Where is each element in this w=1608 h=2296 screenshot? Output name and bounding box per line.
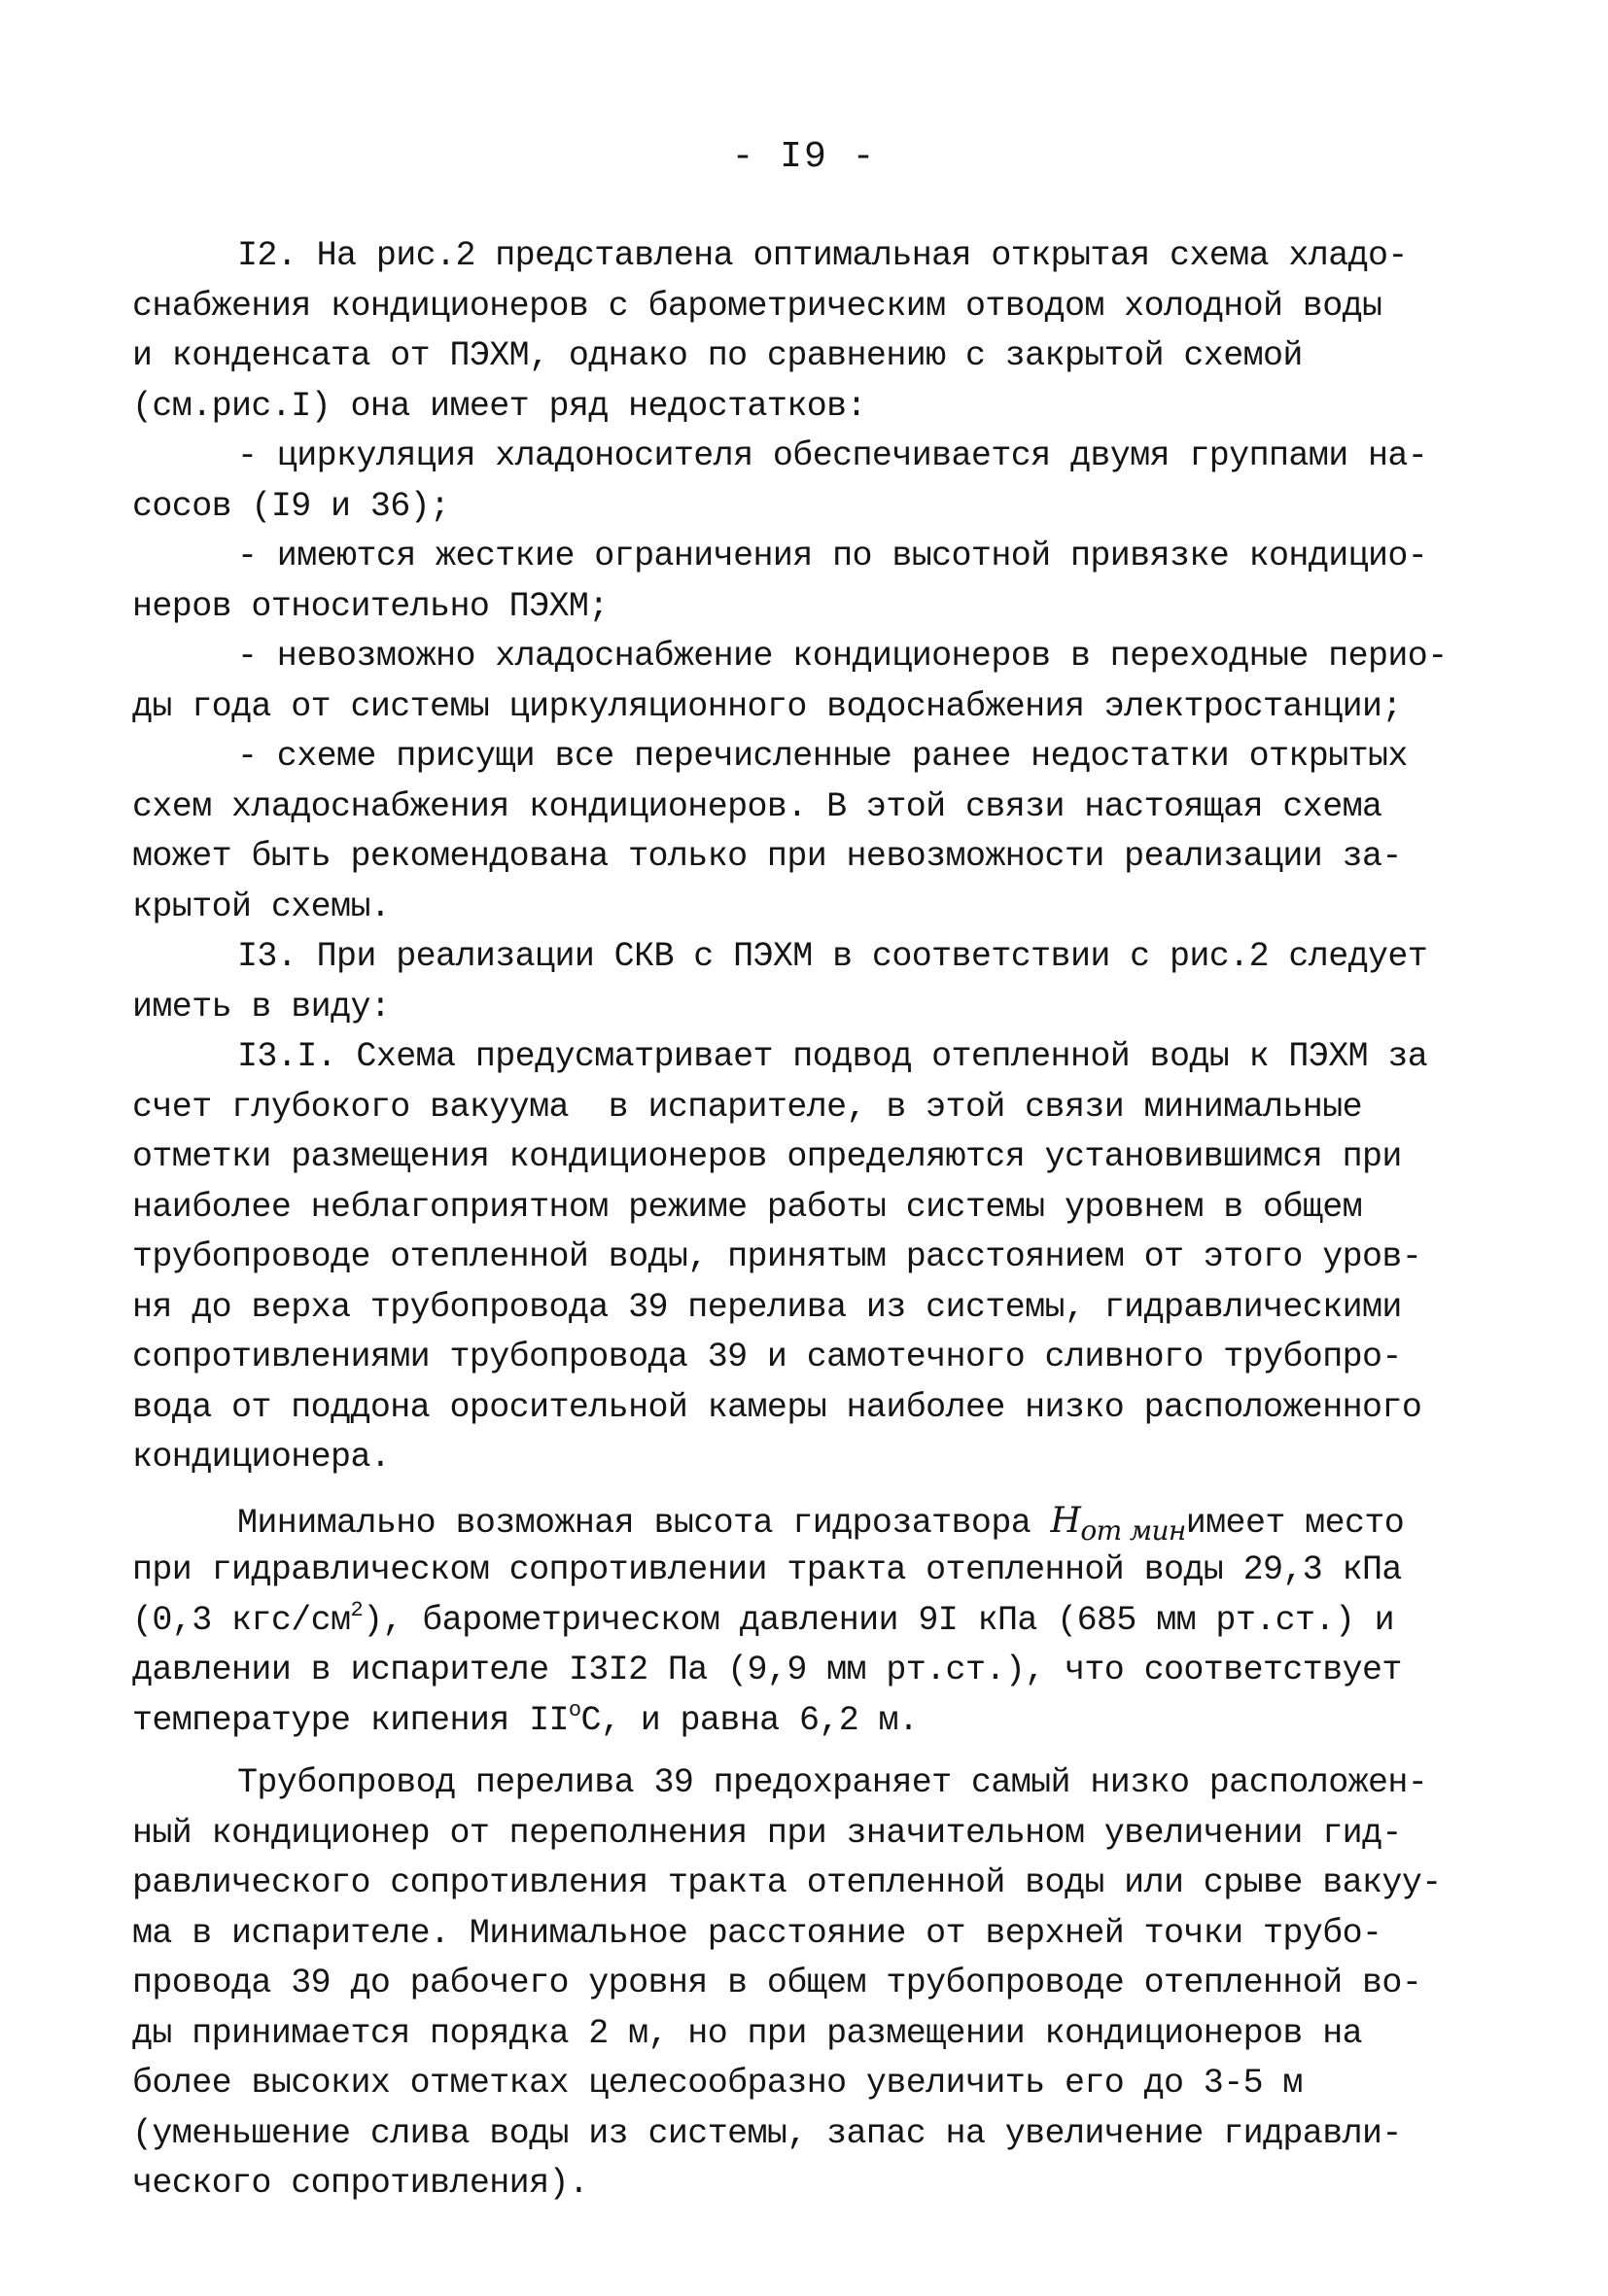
text-line: при гидравлическом сопротивлении тракта отепленной воды 29,3 кПа [132,1550,1402,1589]
degree-superscript: о [568,1697,581,1722]
text-fragment: С, и равна 6,2 м. [580,1700,919,1740]
text-line: I3. При реализации СКВ с ПЭХМ в соответствии с рис.2 следует [237,937,1428,976]
text-line: (см.рис.I) она имеет ряд недостатков: [132,386,866,426]
list-item [132,532,1484,632]
text-line: кондиционера. [132,1438,391,1477]
text-line: схем хладоснабжения кондиционеров. В этой связи настоящая схема [132,786,1382,826]
text-line [132,1696,1484,1747]
text-line: ды года от системы циркуляционного водоснабжения электростанции; [132,686,1402,726]
list-item [132,632,1484,732]
superscript: 2 [350,1597,364,1622]
text-line: ческого сопротивления). [132,2164,589,2203]
text-line: (уменьшение слива воды из системы, запас на увеличение гидравли- [132,2113,1402,2153]
text-line: иметь в виду: [132,987,391,1026]
symbol-main: H [1050,1500,1081,1541]
text-line: может быть рекомендована только при невозможности реализации за- [132,837,1402,876]
drawbacks-list [132,432,1484,932]
document-body [132,231,1484,2209]
text-line: давлении в испарителе I3I2 Па (9,9 мм рт.ст.), что соответствует [132,1651,1402,1689]
list-item [132,432,1484,532]
text-fragment: ), барометрическом давлении 9I кПа (685 мм рт.ст.) и [363,1600,1395,1640]
paragraph-12 [132,231,1484,432]
text-line: - имеются жесткие ограничения по высотной привязке кондицио- [237,537,1428,575]
text-line: сосов (I9 и 36); [132,486,450,526]
text-fragment: температуре кипения II [132,1700,569,1740]
text-fragment: Минимально возможная высота гидрозатвора [237,1503,1051,1543]
symbol-subscript: от мин [1080,1513,1186,1547]
text-line: крытой схемы. [132,887,391,926]
paragraph-gap [132,1746,1484,1758]
paragraph-gap [132,1483,1484,1496]
text-line: трубопроводе отепленной воды, принятым расстоянием от этого уров- [132,1237,1422,1276]
paragraph-min-seal-height [132,1496,1484,1747]
text-line: сопротивлениями трубопровода 39 и самотечного сливного трубопро- [132,1338,1402,1376]
text-line [132,1596,1484,1647]
text-line: ня до верха трубопровода 39 перелива из системы, гидравлическими [132,1287,1402,1327]
seal-height-symbol [1050,1500,1186,1547]
text-line: счет глубокого вакуума в испарителе, в этой связи минимальные [132,1087,1363,1127]
text-line: и конденсата от ПЭХМ, однако по сравнению с закрытой схемой [132,336,1303,375]
text-line: - невозможно хладоснабжение кондиционеров в переходные перио- [237,637,1448,676]
paragraph-13-1 [132,1032,1484,1483]
text-line: провода 39 до рабочего уровня в общем трубопроводе отепленной во- [132,1964,1422,2002]
text-line: ный кондиционер от переполнения при значительном увеличении гид- [132,1813,1402,1853]
text-fragment: (0,3 кгс/см [132,1600,351,1640]
text-line: неров относительно ПЭХМ; [132,586,609,626]
text-line: Трубопровод перелива 39 предохраняет самый низко расположен- [237,1763,1428,1802]
text-line: ма в испарителе. Минимальное расстояние от верхней точки трубо- [132,1913,1382,1953]
text-line: более высоких отметках целесообразно увеличить его до 3-5 м [132,2064,1303,2103]
text-line: ды принимается порядка 2 м, но при размещении кондиционеров на [132,2013,1363,2053]
text-line: - схеме присущи все перечисленные ранее недостатки открытых [237,737,1408,776]
text-line: наиболее неблагоприятном режиме работы системы уровнем в общем [132,1187,1363,1227]
page-number: - I9 - [731,136,877,178]
text-line: I3.I. Схема предусматривает подвод отепленной воды к ПЭХМ за [237,1037,1428,1076]
text-line: вода от поддона оросительной камеры наиболее низко расположенного [132,1387,1422,1427]
text-line: I2. На рис.2 представлена оптимальная открытая схема хладо- [237,236,1408,275]
paragraph-overflow-pipeline [132,1758,1484,2209]
text-line: отметки размещения кондиционеров определяются установившимся при [132,1137,1402,1176]
text-fragment: имеет место [1185,1503,1405,1543]
text-line: равлического сопротивления тракта отепленной воды или срыве вакуу- [132,1863,1442,1902]
text-line: - циркуляция хладоносителя обеспечивается двумя группами на- [237,436,1428,475]
list-item [132,732,1484,932]
text-line [132,1496,1484,1547]
text-line: снабжения кондиционеров с барометрическим отводом холодной воды [132,286,1382,326]
paragraph-13 [132,932,1484,1032]
